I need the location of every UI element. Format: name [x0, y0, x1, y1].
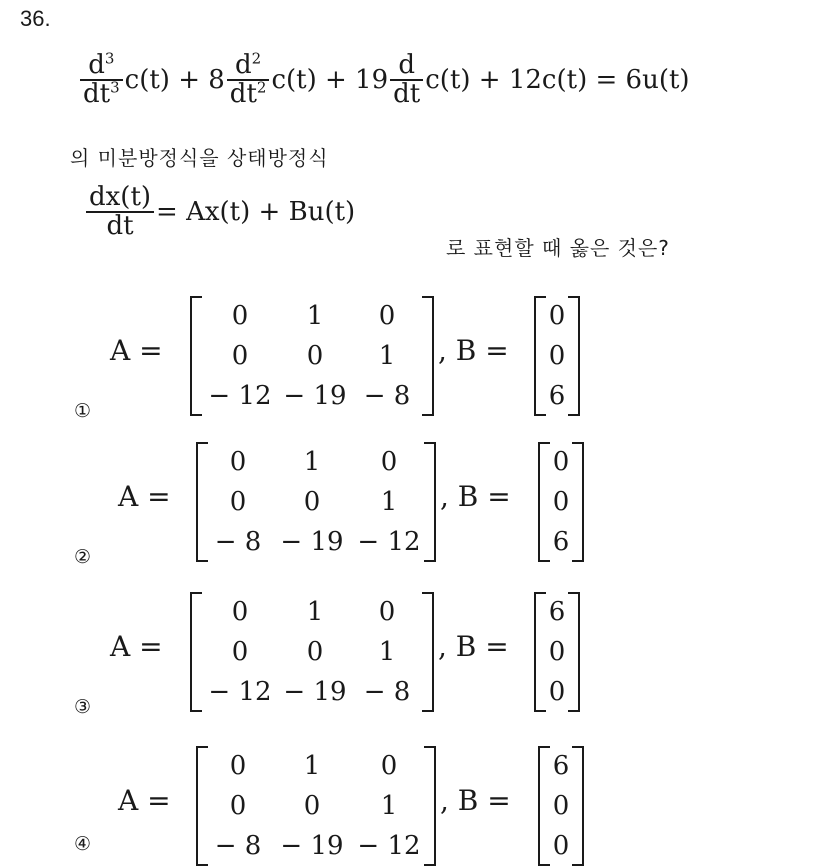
- first-derivative-fraction: [390, 52, 423, 109]
- deriv-d: d: [88, 50, 105, 80]
- matrix-b: [538, 746, 584, 866]
- deriv-d: d: [235, 50, 252, 80]
- option-marker: ③: [74, 696, 92, 718]
- matrix-cell: 0: [229, 487, 247, 517]
- ode-term: c(t) + 12c(t) = 6u(t): [425, 65, 690, 96]
- b-label: , B =: [438, 630, 509, 663]
- matrix-cell: 0: [378, 301, 396, 331]
- matrix-a: [196, 746, 436, 866]
- ode-term: c(t) + 8: [124, 65, 225, 96]
- matrix-cell: − 19: [283, 381, 347, 411]
- matrix-cell: − 19: [280, 527, 344, 557]
- matrix-a: [190, 592, 434, 712]
- differential-equation: [78, 49, 690, 110]
- vector-cell: 6: [552, 527, 570, 557]
- option-2[interactable]: [74, 436, 634, 576]
- question-text-1: 의 미분방정식을 상태방정식: [70, 146, 329, 170]
- vector-cell: 0: [552, 831, 570, 861]
- option-marker: ②: [74, 546, 92, 568]
- matrix-cell: 1: [303, 751, 321, 781]
- option-marker: ①: [74, 400, 92, 422]
- option-3[interactable]: [74, 586, 634, 726]
- matrix-cell: 0: [306, 341, 324, 371]
- matrix-cell: 0: [229, 791, 247, 821]
- b-label: , B =: [440, 784, 511, 817]
- matrix-cell: 0: [306, 637, 324, 667]
- vector-cell: 0: [552, 447, 570, 477]
- a-label: A =: [110, 630, 163, 663]
- matrix-b: [534, 296, 580, 416]
- a-label: A =: [118, 784, 171, 817]
- matrix-cell: 0: [378, 597, 396, 627]
- matrix-cell: − 19: [280, 831, 344, 861]
- third-derivative-fraction: [80, 49, 123, 110]
- deriv-exp: 2: [256, 78, 267, 97]
- matrix-cell: 0: [231, 301, 249, 331]
- matrix-cell: − 8: [363, 677, 411, 707]
- matrix-cell: 0: [303, 791, 321, 821]
- matrix-cell: 1: [380, 791, 398, 821]
- matrix-cell: − 8: [214, 831, 262, 861]
- deriv-d: d: [390, 52, 423, 81]
- matrix-cell: − 12: [357, 831, 421, 861]
- matrix-b: [538, 442, 584, 562]
- matrix-cell: 0: [380, 447, 398, 477]
- a-label: A =: [118, 480, 171, 513]
- matrix-cell: 1: [303, 447, 321, 477]
- matrix-a: [196, 442, 436, 562]
- vector-cell: 0: [548, 301, 566, 331]
- vector-cell: 6: [548, 381, 566, 411]
- deriv-exp: 3: [110, 78, 120, 97]
- matrix-a: [190, 296, 434, 416]
- matrix-cell: − 8: [363, 381, 411, 411]
- question-number: 36.: [20, 6, 51, 31]
- state-derivative-fraction: [86, 184, 154, 241]
- matrix-b: [534, 592, 580, 712]
- matrix-cell: 0: [231, 341, 249, 371]
- matrix-cell: 1: [380, 487, 398, 517]
- matrix-cell: 0: [303, 487, 321, 517]
- matrix-cell: 1: [378, 637, 396, 667]
- vector-cell: 6: [548, 597, 566, 627]
- deriv-dt: dt: [83, 79, 111, 110]
- state-equation: [84, 184, 355, 241]
- b-label: , B =: [438, 334, 509, 367]
- deriv-dt: dt: [393, 79, 421, 110]
- question-text-2: 로 표현할 때 옳은 것은?: [446, 236, 670, 260]
- matrix-cell: 0: [231, 637, 249, 667]
- matrix-cell: 0: [229, 447, 247, 477]
- matrix-cell: 0: [380, 751, 398, 781]
- matrix-cell: 0: [231, 597, 249, 627]
- state-rhs: = Ax(t) + Bu(t): [156, 197, 356, 228]
- vector-cell: 0: [552, 487, 570, 517]
- matrix-cell: − 19: [283, 677, 347, 707]
- matrix-cell: 1: [306, 301, 324, 331]
- state-den: dt: [106, 211, 134, 242]
- deriv-dt: dt: [229, 79, 257, 110]
- matrix-cell: 1: [378, 341, 396, 371]
- a-label: A =: [110, 334, 163, 367]
- matrix-cell: − 12: [357, 527, 421, 557]
- option-4[interactable]: [74, 740, 634, 859]
- deriv-exp: 3: [104, 49, 115, 68]
- matrix-cell: 1: [306, 597, 324, 627]
- option-marker: ④: [74, 833, 92, 855]
- vector-cell: 0: [552, 791, 570, 821]
- matrix-cell: 0: [229, 751, 247, 781]
- deriv-exp: 2: [251, 49, 262, 68]
- vector-cell: 0: [548, 637, 566, 667]
- matrix-cell: − 12: [208, 381, 272, 411]
- matrix-cell: − 12: [208, 677, 272, 707]
- second-derivative-fraction: [227, 49, 270, 110]
- vector-cell: 0: [548, 341, 566, 371]
- state-num: dx(t): [86, 184, 154, 213]
- vector-cell: 0: [548, 677, 566, 707]
- ode-term: c(t) + 19: [271, 65, 389, 96]
- option-1[interactable]: [74, 290, 634, 430]
- b-label: , B =: [440, 480, 511, 513]
- vector-cell: 6: [552, 751, 570, 781]
- matrix-cell: − 8: [214, 527, 262, 557]
